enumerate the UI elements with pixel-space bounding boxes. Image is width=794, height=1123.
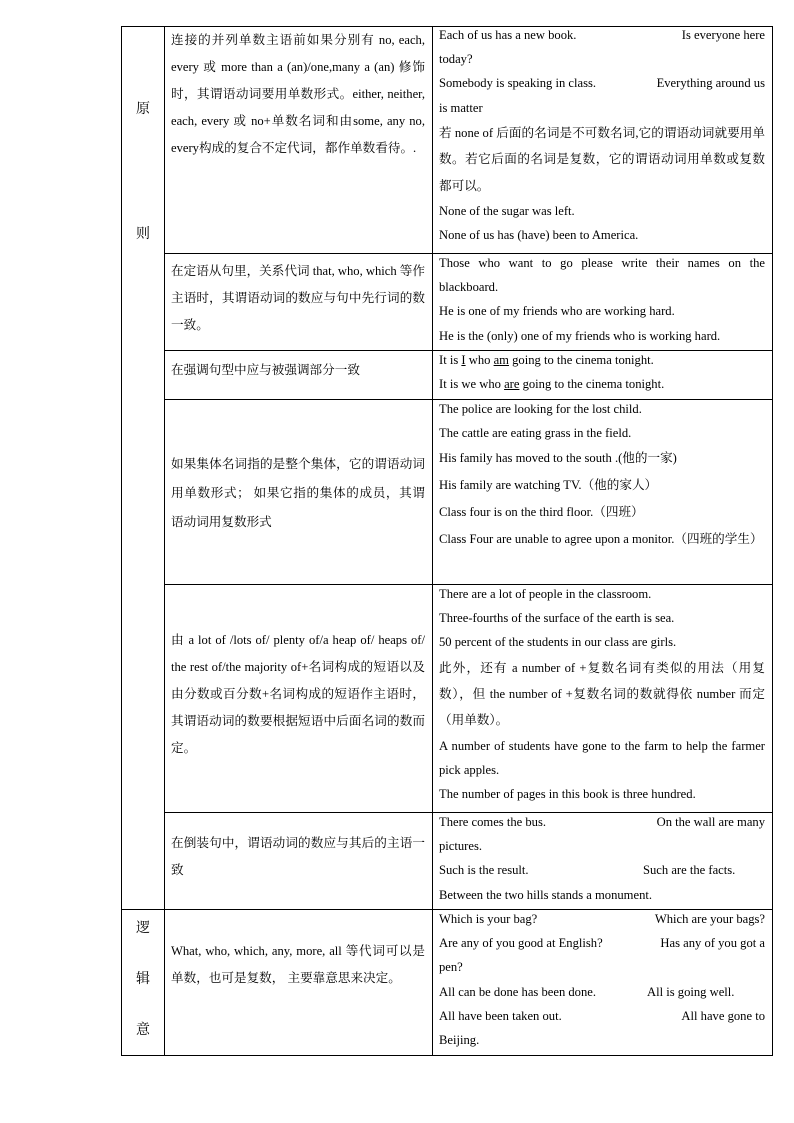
example-line: pen? (439, 960, 463, 975)
rule-cell: 在定语从句里，关系代词 that, who, which 等作主语时，其谓语动词的数应与句中先行词的数一致。 (171, 264, 425, 332)
example-line: today? (439, 52, 473, 67)
example-line: is matter (439, 100, 483, 115)
grammar-table (121, 26, 773, 1056)
example-right: Is everyone here (681, 28, 765, 42)
example-line: The number of pages in this book is three hundred. (439, 787, 696, 802)
example-left: Such is the result. (439, 863, 529, 878)
table-border-bottom (121, 1055, 773, 1056)
example-line (439, 858, 765, 882)
example-note: 若 none of 后面的名词是不可数名词,它的谓语动词就要用单数。若它后面的名词是复数，它的谓语动词用单数或复数都可以。 (439, 125, 765, 193)
example-cell (439, 810, 765, 907)
example-line (439, 71, 765, 95)
example-line (439, 931, 765, 955)
example-cell (439, 348, 765, 396)
example-right: All is going well. (647, 984, 735, 999)
example-right: Such are the facts. (643, 863, 736, 878)
example-line: Beijing. (439, 1033, 480, 1048)
example-line: It is we who are going to the cinema tonight. (439, 377, 665, 392)
example-line: He is one of my friends who are working hard. (439, 304, 675, 319)
example-line: Three-fourths of the surface of the earth is sea. (439, 611, 675, 626)
example-right: On the wall are many (656, 815, 765, 829)
example-line: The police are looking for the lost child. (439, 402, 642, 416)
example-line: There are a lot of people in the classroom. (439, 587, 652, 601)
category-logic-char: 辑 (136, 972, 150, 987)
example-line: 50 percent of the students in our class are girls. (439, 635, 677, 650)
example-left: Which is your bag? (439, 912, 538, 926)
example-note: 此外，还有 a number of +复数名词有类似的用法（用复数），但 the number of +复数名词的数就得依 number 而定（用单数）。 (439, 660, 765, 728)
rule-cell: 连接的并列单数主语前如果分别有 no, each, every 或 more than a (an)/one,many a (an) 修饰时，其谓语动词要用单数形式。either, neither, each, every 或 no+单数名词和由some, any no, every构成的复合不定代词，都作单数看待。. (171, 33, 425, 155)
example-left: Are any of you good at English? (439, 936, 603, 951)
example-left: All can be done has been done. (439, 984, 597, 999)
example-line: His family has moved to the south .(他的一家) (439, 451, 677, 466)
example-line: Class four is on the third floor.（四班） (439, 505, 644, 520)
example-line: Between the two hills stands a monument. (439, 887, 653, 902)
example-line: None of us has (have) been to America. (439, 228, 639, 243)
rule-cell: 在倒装句中，谓语动词的数应与其后的主语一致 (171, 836, 425, 877)
example-right: Everything around us (656, 76, 765, 91)
rule-cell: 在强调句型中应与被强调部分一致 (171, 363, 360, 377)
example-left: All have been taken out. (439, 1008, 562, 1023)
category-principle-char: 则 (136, 227, 150, 242)
example-left: Each of us has a new book. (439, 28, 577, 42)
example-line: pictures. (439, 839, 483, 854)
example-line (439, 980, 765, 1004)
column-divider (164, 26, 165, 1056)
example-line: It is I who am going to the cinema tonight. (439, 353, 654, 367)
rule-cell: 由 a lot of /lots of/ plenty of/a heap of/ heaps of/ the rest of/the majority of+名词构成的短语以及由分数或百分数+名词构成的短语作主语时，其谓语动词的数要根据短语中后面名词的数而定。 (171, 633, 425, 755)
category-principle-char: 原 (136, 102, 150, 117)
category-logic-char: 意 (136, 1023, 150, 1038)
example-cell (439, 582, 765, 806)
example-cell (439, 907, 765, 1052)
example-line: A number of students have gone to the farm to help the farmer pick apples. (439, 738, 765, 778)
example-line: His family are watching TV.（他的家人） (439, 478, 658, 493)
column-divider (432, 26, 433, 1056)
table-border-left (121, 26, 122, 1056)
example-line (439, 1004, 765, 1028)
example-left: Somebody is speaking in class. (439, 76, 597, 91)
example-right: Which are your bags? (654, 912, 765, 926)
rule-cell: What, who, which, any, more, all 等代词可以是单数，也可是复数， 主要靠意思来决定。 (171, 944, 425, 985)
category-logic-char: 逻 (136, 921, 150, 936)
example-line: The cattle are eating grass in the field. (439, 426, 632, 441)
example-line (439, 23, 765, 47)
table-border-right (772, 26, 773, 1056)
example-cell (439, 23, 765, 247)
example-right: Has any of you got a (660, 936, 765, 951)
example-line: Class Four are unable to agree upon a monitor.（四班的学生） (439, 532, 763, 547)
example-cell (439, 397, 765, 553)
rule-cell: 如果集体名词指的是整个集体，它的谓语动词用单数形式； 如果它指的集体的成员，其谓语动词用复数形式 (171, 457, 425, 529)
example-cell (439, 251, 765, 348)
example-right: All have gone to (681, 1008, 765, 1023)
example-line (439, 810, 765, 834)
example-left: There comes the bus. (439, 815, 547, 829)
example-line (439, 907, 765, 931)
example-line: None of the sugar was left. (439, 204, 575, 219)
example-line: Those who want to go please write their names on the blackboard. (439, 256, 765, 295)
example-line: He is the (only) one of my friends who is working hard. (439, 328, 721, 343)
